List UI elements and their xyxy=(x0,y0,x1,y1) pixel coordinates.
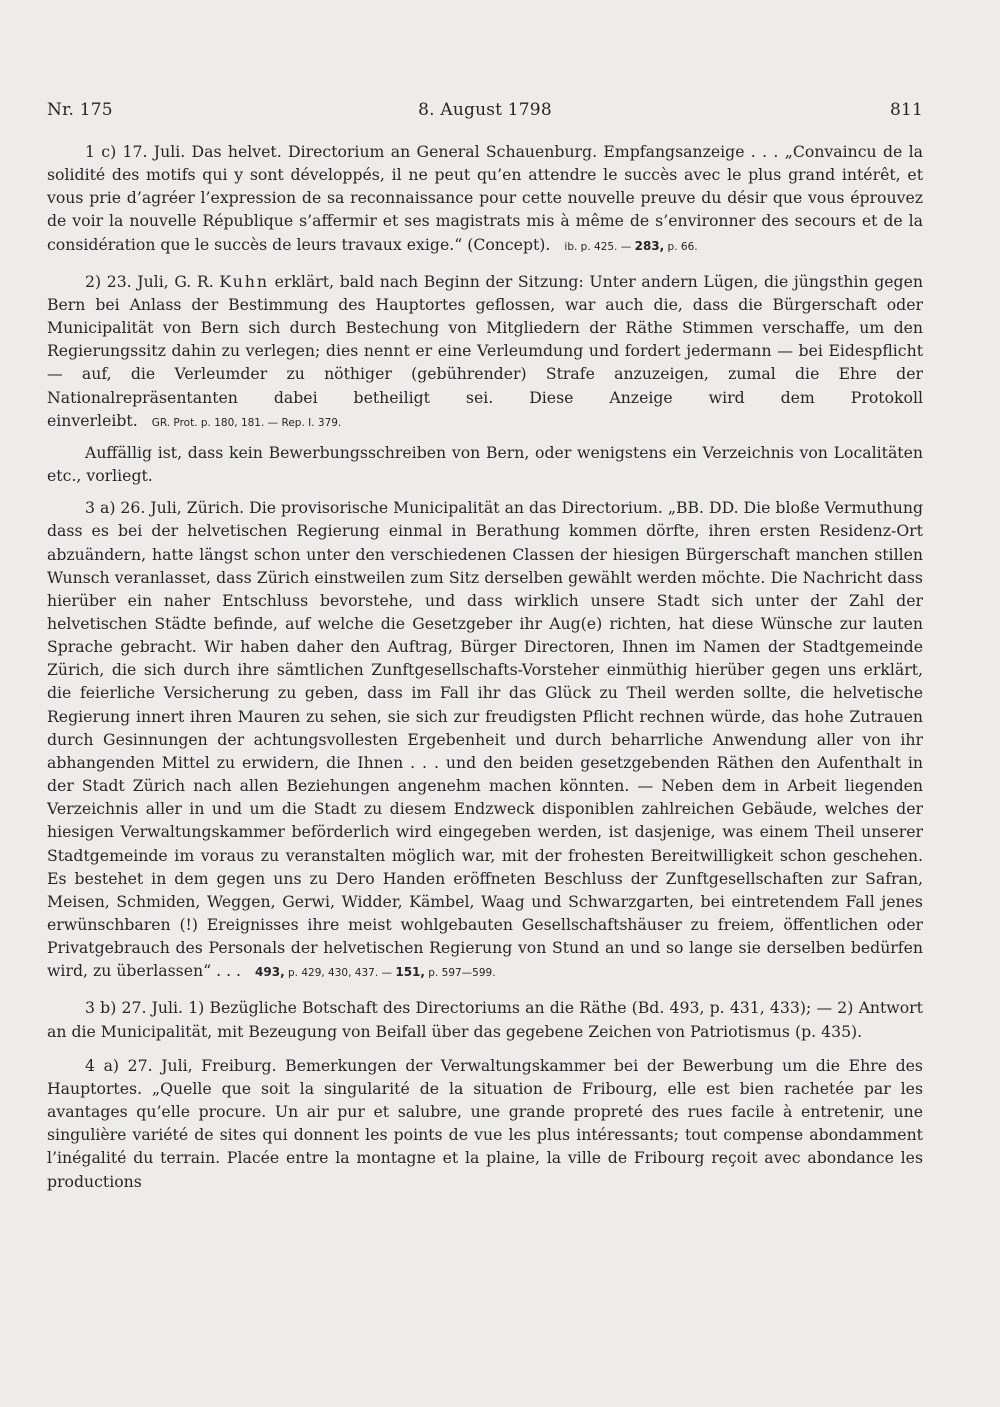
header-date: 8. August 1798 xyxy=(418,100,552,120)
entry-4a xyxy=(47,1054,923,1193)
entry-3b xyxy=(47,996,923,1042)
entry-3a xyxy=(47,496,923,985)
entry-1c xyxy=(47,140,923,259)
entry-3b-text: 3 b) 27. Juli. 1) Bezügliche Botschaft des Directoriums an die Räthe (Bd. 493, p. 431, 433); — 2) Antwort an die Municipalität, mit Bezeugung von Beifall über das gegebene Zeichen von Patriotismus (p. 435). xyxy=(47,998,923,1041)
body-text xyxy=(47,140,923,1193)
note-remark-text: Auffällig ist, dass kein Bewerbungsschreiben von Bern, oder wenigstens ein Verzeichnis von Localitäten etc., vorliegt. xyxy=(47,442,923,486)
entry-2-lead: 2) 23. Juli, G. R. xyxy=(85,271,214,291)
entry-3a-text: 3 a) 26. Juli, Zürich. Die provisorische Municipalität an das Directorium. „BB. DD. Die bloße Vermuthung dass es bei der helvetischen Regierung einmal in Berathung kommen dörfte, ihren ersten Residenz-Ort abzuändern, hatte längst schon unter den verschiedenen Classen der hiesigen Bürgerschaft manchen stillen Wunsch veranlasset, dass Zürich einstweilen zum Sitz derselben gewählt werden möchte. Die Nachricht dass hierüber ein naher Entschluss bevorstehe, und dass wirklich unsere Stadt sich unter der Zahl der helvetischen Städte befinde, auf welche die Gesetzgeber ihr Aug(e) richten, hat diese Wünsche zur lauten Sprache gebracht. Wir haben daher den Auftrag, Bürger Directoren, Ihnen im Namen der Stadtgemeinde Zürich, die sich durch ihre sämtlichen Zunftgesellschafts-Vorsteher einmüthig hierüber gegen uns erklärt, die feierliche Versicherung zu geben, dass im Fall ihr das Glück zu Theil werden sollte, die helvetische Regierung innert ihren Mauren zu sehen, sie sich zur freudigsten Pflicht rechnen würde, das hohe Zutrauen durch Gesinnungen der achtungsvollesten Ergebenheit und durch beharrliche Anwendung aller von ihr abhangenden Mittel zu erwidern, die Ihnen . . . und den beiden gesetzgebenden Räthen den Aufenthalt in der Stadt Zürich nach allen Beziehungen angenehm machen könnten. — Neben dem in Arbeit liegenden Verzeichnis aller in und um die Stadt zu diesem Endzweck disponiblen zahlreichen Gebäude, welches der hiesigen Verwaltungskammer beförderlich wird eingegeben werden, ist dasjenige, was einem Theil unserer Stadtgemeinde im voraus zu veranstalten möglich war, mit der frohesten Bereitwilligkeit schon geschehen. Es bestehet in dem gegen uns zu Dero Handen eröffneten Beschluss der Zunftgesellschaften zur Safran, Meisen, Schmiden, Weggen, Gerwi, Widder, Kämbel, Waag und Schwarzgarten, bei eintretendem Fall jenes erwünschbaren (!) Ereignisses ihre meist wohlgebauten Gesellschaftshäuser zu freiem, öffentlichen oder Privatgebrauch des Personals der helvetischen Regierung von Stund an und so lange sie derselben bedürfen wird, zu überlassen“ . . . xyxy=(47,498,923,981)
entry-4a-text: 4 a) 27. Juli, Freiburg. Bemerkungen der Verwaltungskammer bei der Bewerbung um die Ehre des Hauptortes. „Quelle que soit la singularité de la situation de Fribourg, elle est bien rachetée par les avantages qu’elle procure. Un air pur et salubre, une grande propreté des rues facile à entretenir, une singulière variété de sites qui donnent les points de vue les plus intéressants; tout compense abondamment l’inégalité du terrain. Placée entre la montagne et la plaine, la ville de Fribourg reçoit avec abondance les productions xyxy=(47,1055,923,1191)
entry-2 xyxy=(47,270,923,435)
entry-2-reference: GR. Prot. p. 180, 181. — Rep. I. 379. xyxy=(151,416,342,429)
running-header xyxy=(47,100,923,124)
document-number: Nr. 175 xyxy=(47,100,113,120)
note-remark xyxy=(47,441,923,487)
entry-3a-reference: 493, p. 429, 430, 437. — 151, p. 597—599. xyxy=(255,965,496,980)
page-number: 811 xyxy=(889,100,923,120)
entry-1c-reference: ib. p. 425. — 283, p. 66. xyxy=(564,238,698,253)
entry-2-name: Kuhn xyxy=(219,271,270,291)
entry-1c-text: 1 c) 17. Juli. Das helvet. Directorium an General Schauenburg. Empfangsanzeige . . . „Convaincu de la solidité des motifs qui y sont développés, il ne peut qu’en attendre le succès avec le plus grand intérêt, et vous prie d’agréer l’expression de sa reconnaissance pour cette nouvelle preuve du désir que vous éprouvez de voir la nouvelle République s’affermir et ses magistrats mis à même de s’environner des secours et de la considération que le succès de leurs travaux exige.“ (Concept). xyxy=(47,142,923,254)
entry-2-text: erklärt, bald nach Beginn der Sitzung: Unter andern Lügen, die jüngsthin gegen Bern bei Anlass der Bestimmung des Hauptortes geflossen, war auch die, dass die Bürgerschaft oder Municipalität von Bern sich durch Bestechung von Mitgliedern der Räthe Stimmen verschaffe, um den Regierungssitz dahin zu verlegen; dies nennt er eine Verleumdung und fordert jedermann — bei Eidespflicht — auf, die Verleumder zu nöthiger (gebührender) Strafe anzuzeigen, zumal die Ehre der Nationalrepräsentanten dabei betheiligt sei. Diese Anzeige wird dem Protokoll einverleibt. xyxy=(47,271,923,430)
